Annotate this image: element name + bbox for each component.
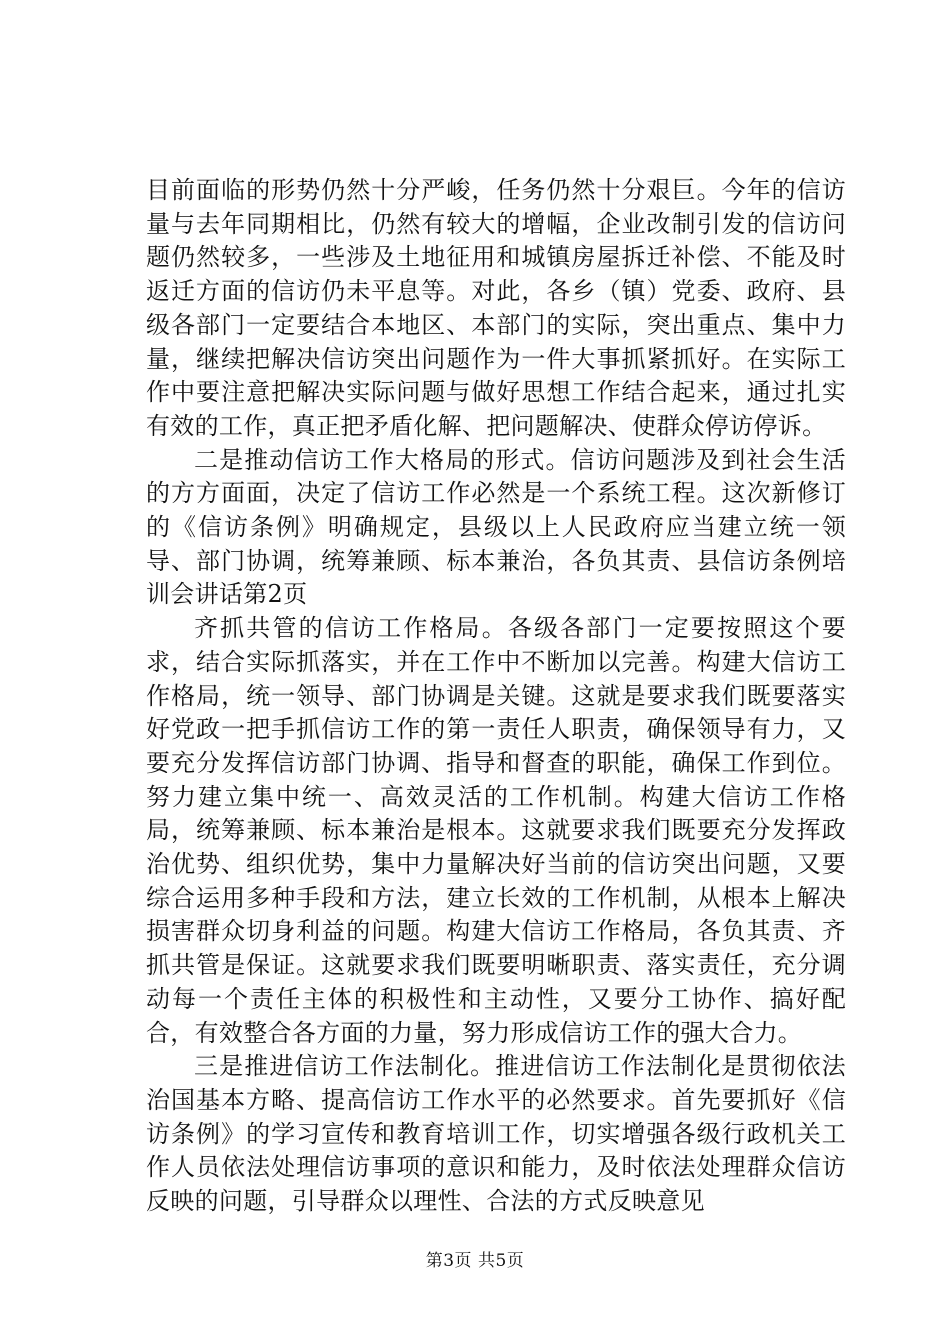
- page-number-footer: 第3页 共5页: [425, 1251, 525, 1271]
- document-body: [146, 174, 846, 1219]
- paragraph-3: 齐抓共管的信访工作格局。各级各部门一定要按照这个要求，结合实际抓落实，并在工作中不断加以完善。构建大信访工作格局，统一领导、部门协调是关键。这就是要求我们既要落实好党政一把手抓信访工作的第一责任人职责，确保领导有力，又要充分发挥信访部门协调、指导和督查的职能，确保工作到位。努力建立集中统一、高效灵活的工作机制。构建大信访工作格局，统筹兼顾、标本兼治是根本。这就要求我们既要充分发挥政治优势、组织优势，集中力量解决好当前的信访突出问题，又要综合运用多种手段和方法，建立长效的工作机制，从根本上解决损害群众切身利益的问题。构建大信访工作格局，各负其责、齐抓共管是保证。这就要求我们既要明晰职责、落实责任，充分调动每一个责任主体的积极性和主动性，又要分工协作、搞好配合，有效整合各方面的力量，努力形成信访工作的强大合力。: [146, 614, 846, 1047]
- paragraph-1: 目前面临的形势仍然十分严峻，任务仍然十分艰巨。今年的信访量与去年同期相比，仍然有较大的增幅，企业改制引发的信访问题仍然较多，一些涉及土地征用和城镇房屋拆迁补偿、不能及时返迁方面的信访仍未平息等。对此，各乡（镇）党委、政府、县级各部门一定要结合本地区、本部门的实际，突出重点、集中力量，继续把解决信访突出问题作为一件大事抓紧抓好。在实际工作中要注意把解决实际问题与做好思想工作结合起来，通过扎实有效的工作，真正把矛盾化解、把问题解决、使群众停访停诉。: [146, 176, 846, 440]
- paragraph-4: 三是推进信访工作法制化。推进信访工作法制化是贯彻依法治国基本方略、提高信访工作水平的必然要求。首先要抓好《信访条例》的学习宣传和教育培训工作，切实增强各级行政机关工作人员依法处理信访事项的意识和能力，及时依法处理群众信访反映的问题，引导群众以理性、合法的方式反映意见: [146, 1052, 846, 1216]
- paragraph-2: 二是推动信访工作大格局的形式。信访问题涉及到社会生活的方方面面，决定了信访工作必然是一个系统工程。这次新修订的《信访条例》明确规定，县级以上人民政府应当建立统一领导、部门协调，统筹兼顾、标本兼治，各负其责、县信访条例培训会讲话第2页: [146, 445, 846, 609]
